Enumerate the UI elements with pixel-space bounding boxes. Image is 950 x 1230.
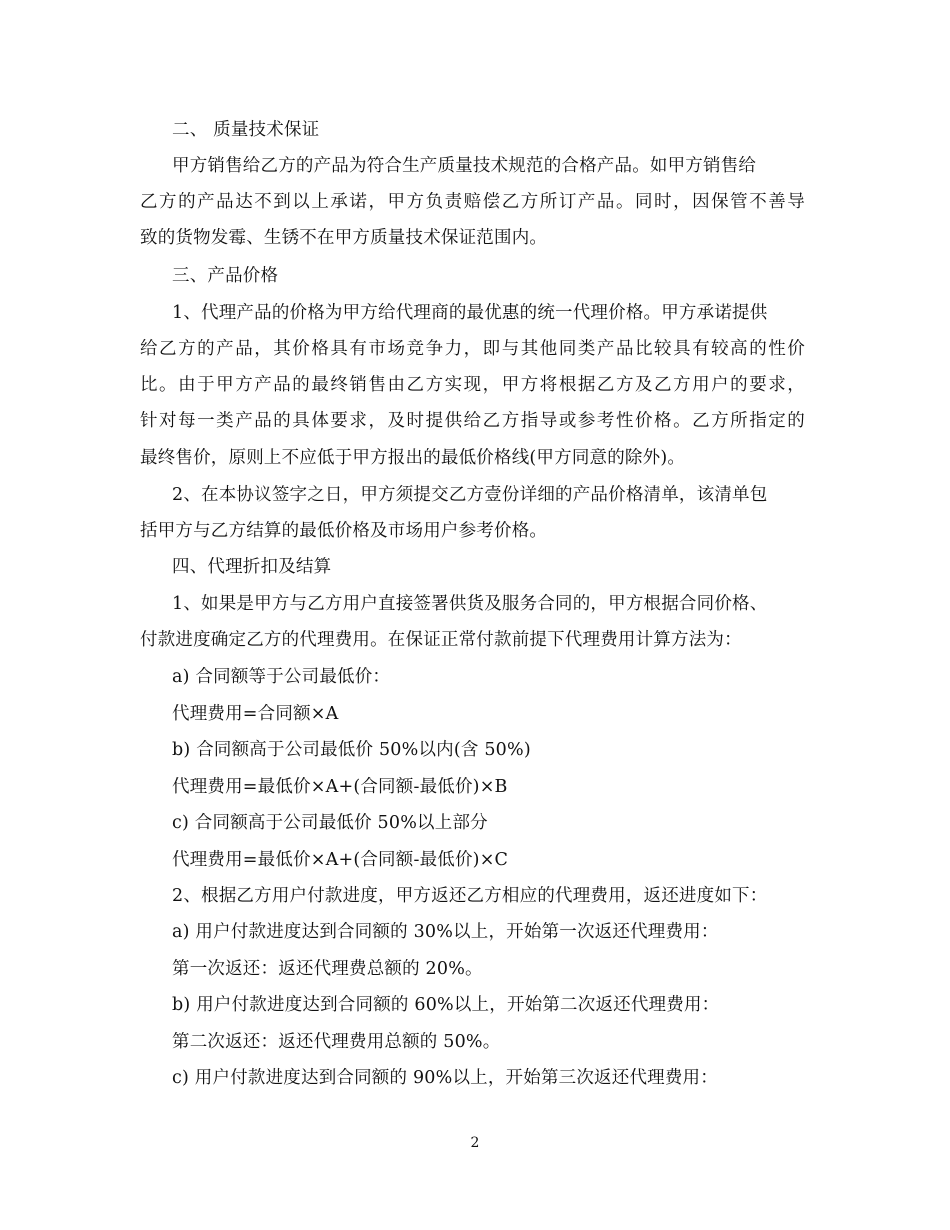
paragraph-line: 第一次返还：返还代理费总额的 20%。	[172, 959, 483, 979]
paragraph-line: 付款进度确定乙方的代理费用。在保证正常付款前提下代理费用计算方法为：	[140, 630, 742, 650]
list-item: b) 合同额高于公司最低价 50%以内(含 50%)	[172, 740, 531, 760]
page-number: 2	[470, 1135, 480, 1151]
formula-line: 代理费用=合同额×A	[172, 704, 339, 724]
paragraph-line: 1、代理产品的价格为甲方给代理商的最优惠的统一代理价格。甲方承诺提供	[172, 303, 768, 323]
paragraph-line: 2、在本协议签字之日，甲方须提交乙方壹份详细的产品价格清单，该清单包	[172, 485, 768, 505]
list-item: c) 合同额高于公司最低价 50%以上部分	[172, 813, 488, 833]
paragraph-line: 括甲方与乙方结算的最低价格及市场用户参考价格。	[140, 521, 548, 541]
paragraph-line: 致的货物发霉、生锈不在甲方质量技术保证范围内。	[140, 228, 548, 248]
list-item: c) 用户付款进度达到合同额的 90%以上，开始第三次返还代理费用：	[172, 1068, 718, 1088]
paragraph-line: 第二次返还：返还代理费用总额的 50%。	[172, 1032, 501, 1052]
formula-line: 代理费用=最低价×A+(合同额-最低价)×B	[172, 777, 508, 797]
section-heading-quality: 二、 质量技术保证	[172, 120, 320, 140]
list-item: a) 合同额等于公司最低价：	[172, 667, 391, 687]
paragraph-line: 1、如果是甲方与乙方用户直接签署供货及服务合同的，甲方根据合同价格、	[172, 594, 768, 614]
paragraph-line: 比。由于甲方产品的最终销售由乙方实现，甲方将根据乙方及乙方用户的要求，	[140, 375, 805, 395]
paragraph-line: 针对每一类产品的具体要求，及时提供给乙方指导或参考性价格。乙方所指定的	[140, 411, 805, 431]
list-item: b) 用户付款进度达到合同额的 60%以上，开始第二次返还代理费用：	[172, 995, 720, 1015]
paragraph-line: 2、根据乙方用户付款进度，甲方返还乙方相应的代理费用，返还进度如下：	[172, 886, 768, 906]
list-item: a) 用户付款进度达到合同额的 30%以上，开始第一次返还代理费用：	[172, 922, 719, 942]
paragraph-line: 甲方销售给乙方的产品为符合生产质量技术规范的合格产品。如甲方销售给	[172, 156, 757, 176]
paragraph-line: 最终售价，原则上不应低于甲方报出的最低价格线(甲方同意的除外)。	[140, 448, 686, 468]
section-heading-discount: 四、代理折扣及结算	[172, 557, 332, 577]
section-heading-price: 三、产品价格	[172, 266, 279, 286]
formula-line: 代理费用=最低价×A+(合同额-最低价)×C	[172, 850, 509, 870]
paragraph-line: 乙方的产品达不到以上承诺，甲方负责赔偿乙方所订产品。同时，因保管不善导	[140, 192, 805, 212]
paragraph-line: 给乙方的产品，其价格具有市场竞争力，即与其他同类产品比较具有较高的性价	[140, 339, 805, 359]
